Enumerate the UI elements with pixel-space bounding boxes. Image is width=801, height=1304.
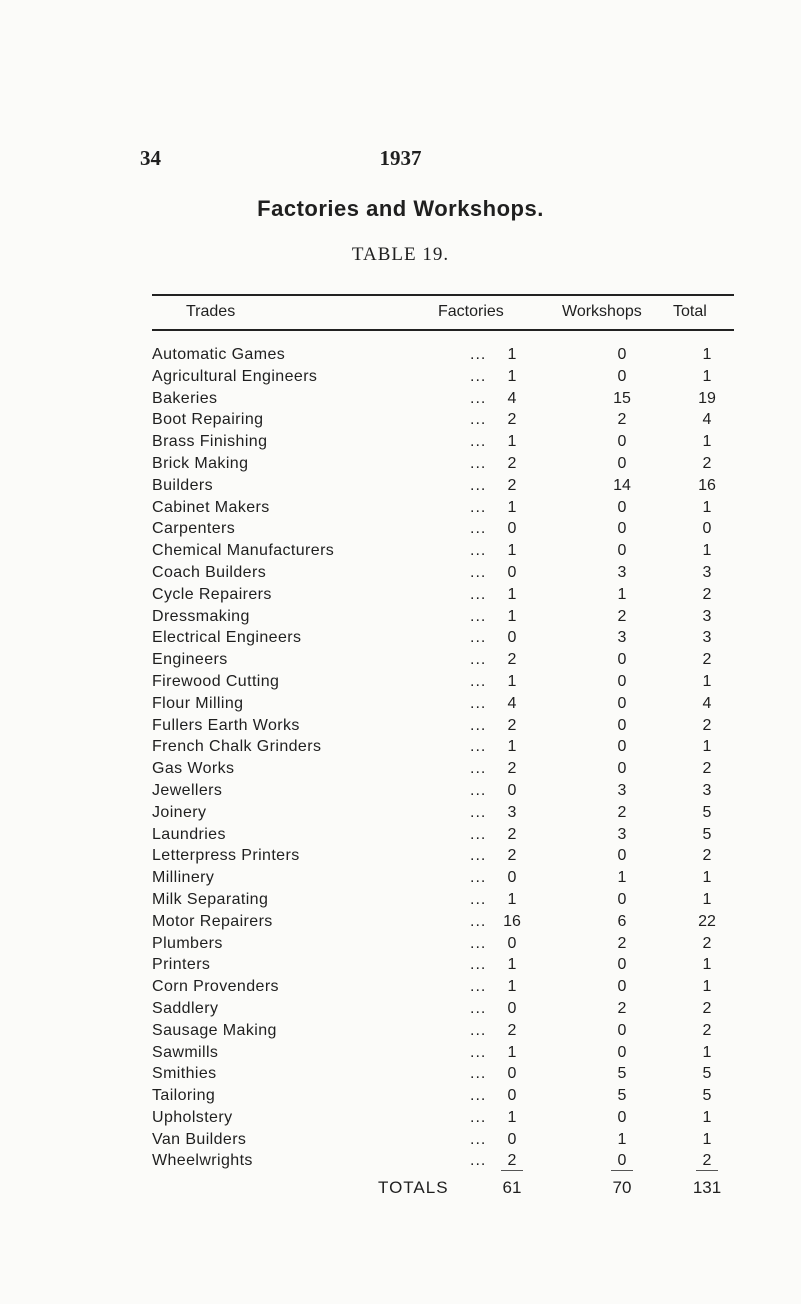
column-header-factories: Factories (438, 303, 504, 320)
leader-dots: ... (470, 1021, 487, 1039)
trade-cell: Brass Finishing (152, 433, 268, 451)
table-row (0, 431, 801, 453)
table-row (0, 976, 801, 998)
leader-dots: ... (470, 411, 487, 429)
workshops-cell: 0 (617, 847, 627, 865)
leader-dots: ... (470, 563, 487, 581)
factories-cell: 2 (507, 1021, 517, 1039)
factories-cell: 1 (507, 433, 517, 451)
total-cell: 1 (702, 978, 712, 996)
total-cell: 5 (702, 1087, 712, 1105)
leader-dots: ... (470, 978, 487, 996)
total-cell: 1 (702, 738, 712, 756)
table-row (0, 954, 801, 976)
trade-cell: Tailoring (152, 1087, 216, 1105)
workshops-cell: 0 (617, 1152, 627, 1170)
total-cell: 5 (702, 825, 712, 843)
total-cell: 2 (702, 760, 712, 778)
workshops-cell: 0 (617, 498, 627, 516)
table-row (0, 824, 801, 846)
total-cell: 1 (702, 1108, 712, 1126)
document-title: Factories and Workshops. (257, 196, 544, 221)
leader-dots: ... (470, 869, 487, 887)
trade-cell: Letterpress Printers (152, 847, 300, 865)
total-cell: 16 (698, 476, 716, 494)
total-cell: 2 (702, 716, 712, 734)
total-cell: 5 (702, 1065, 712, 1083)
total-cell: 2 (702, 454, 712, 472)
factories-cell: 1 (507, 978, 517, 996)
workshops-cell: 6 (617, 912, 627, 930)
table-row (0, 780, 801, 802)
table-row (0, 933, 801, 955)
workshops-cell: 2 (617, 411, 627, 429)
trade-cell: Chemical Manufacturers (152, 542, 335, 560)
totals-row (0, 1178, 801, 1202)
factories-cell: 2 (507, 825, 517, 843)
total-cell: 2 (702, 847, 712, 865)
table-top-rule (152, 294, 734, 296)
leader-dots: ... (470, 672, 487, 690)
totals-total: 131 (692, 1178, 722, 1197)
workshops-cell: 2 (617, 607, 627, 625)
leader-dots: ... (470, 346, 487, 363)
factories-cell: 1 (507, 346, 517, 363)
trade-cell: Van Builders (152, 1130, 247, 1148)
trade-cell: Carpenters (152, 520, 236, 538)
total-cell: 1 (702, 890, 712, 908)
workshops-cell: 0 (617, 520, 627, 538)
table-row (0, 998, 801, 1020)
workshops-cell: 0 (617, 760, 627, 778)
total-cell: 2 (702, 999, 712, 1017)
workshops-cell: 0 (617, 542, 627, 560)
leader-dots: ... (470, 629, 487, 647)
factories-cell: 0 (507, 563, 517, 581)
factories-cell: 1 (507, 367, 517, 385)
workshops-cell: 2 (617, 999, 627, 1017)
trade-cell: Smithies (152, 1065, 217, 1083)
table-row (0, 366, 801, 388)
leader-dots: ... (470, 542, 487, 560)
table-row (0, 1085, 801, 1107)
factories-cell: 1 (507, 956, 517, 974)
leader-dots: ... (470, 912, 487, 930)
leader-dots: ... (470, 454, 487, 472)
table-row (0, 409, 801, 431)
trade-cell: Coach Builders (152, 563, 267, 581)
totals-factories: 61 (502, 1178, 522, 1197)
workshops-cell: 0 (617, 433, 627, 451)
table-row (0, 453, 801, 475)
factories-cell: 2 (507, 760, 517, 778)
workshops-cell: 1 (617, 1130, 627, 1148)
leader-dots: ... (470, 1065, 487, 1083)
workshops-cell: 0 (617, 694, 627, 712)
leader-dots: ... (470, 389, 487, 407)
page-year: 1937 (379, 146, 422, 170)
factories-cell: 3 (507, 803, 517, 821)
trade-cell: Wheelwrights (152, 1152, 253, 1170)
leader-dots: ... (470, 1152, 487, 1170)
factories-cell: 0 (507, 629, 517, 647)
workshops-cell: 0 (617, 716, 627, 734)
workshops-cell: 15 (613, 389, 631, 407)
factories-cell: 2 (507, 411, 517, 429)
trade-cell: Sawmills (152, 1043, 219, 1061)
trade-cell: Laundries (152, 825, 226, 843)
factories-cell: 0 (507, 869, 517, 887)
workshops-cell: 3 (617, 563, 627, 581)
total-cell: 3 (702, 563, 712, 581)
trade-cell: Automatic Games (152, 346, 286, 363)
table-row (0, 388, 801, 410)
factories-cell: 16 (503, 912, 521, 930)
factories-cell: 1 (507, 542, 517, 560)
workshops-cell: 3 (617, 629, 627, 647)
total-cell: 3 (702, 629, 712, 647)
table-row (0, 540, 801, 562)
leader-dots: ... (470, 498, 487, 516)
workshops-cell: 5 (617, 1065, 627, 1083)
workshops-cell: 0 (617, 956, 627, 974)
table-row (0, 627, 801, 649)
trade-cell: Milk Separating (152, 890, 269, 908)
leader-dots: ... (470, 803, 487, 821)
workshops-cell: 2 (617, 803, 627, 821)
table-row (0, 911, 801, 933)
total-cell: 2 (702, 651, 712, 669)
leader-dots: ... (470, 847, 487, 865)
trade-cell: Jewellers (152, 781, 223, 799)
trade-cell: Plumbers (152, 934, 223, 952)
table-row (0, 889, 801, 911)
table-row (0, 1020, 801, 1042)
total-cell: 1 (702, 542, 712, 560)
factories-cell: 1 (507, 738, 517, 756)
factories-cell: 4 (507, 694, 517, 712)
workshops-cell: 14 (613, 476, 631, 494)
leader-dots: ... (470, 367, 487, 385)
factories-cell: 1 (507, 890, 517, 908)
workshops-cell: 0 (617, 890, 627, 908)
workshops-cell: 0 (617, 978, 627, 996)
leader-dots: ... (470, 476, 487, 494)
leader-dots: ... (470, 651, 487, 669)
sum-rule-factories (501, 1170, 523, 1171)
leader-dots: ... (470, 694, 487, 712)
trade-cell: Firewood Cutting (152, 672, 280, 690)
total-cell: 3 (702, 781, 712, 799)
trade-cell: Corn Provenders (152, 978, 279, 996)
leader-dots: ... (470, 433, 487, 451)
page-number: 34 (140, 146, 161, 170)
leader-dots: ... (470, 607, 487, 625)
column-header-trades: Trades (186, 303, 236, 320)
workshops-cell: 0 (617, 1108, 627, 1126)
leader-dots: ... (470, 934, 487, 952)
workshops-cell: 0 (617, 346, 627, 363)
trade-cell: Builders (152, 476, 214, 494)
table-row (0, 1129, 801, 1151)
factories-cell: 0 (507, 999, 517, 1017)
table-row (0, 344, 801, 366)
leader-dots: ... (470, 1130, 487, 1148)
trade-cell: Electrical Engineers (152, 629, 302, 647)
trade-cell: Engineers (152, 651, 228, 669)
table-body (0, 344, 801, 1172)
total-cell: 2 (702, 1152, 712, 1170)
trade-cell: Agricultural Engineers (152, 367, 318, 385)
trade-cell: Upholstery (152, 1108, 233, 1126)
total-cell: 2 (702, 585, 712, 603)
factories-cell: 2 (507, 1152, 517, 1170)
leader-dots: ... (470, 760, 487, 778)
factories-cell: 0 (507, 934, 517, 952)
factories-cell: 0 (507, 520, 517, 538)
trade-cell: Sausage Making (152, 1021, 277, 1039)
total-cell: 19 (698, 389, 716, 407)
table-row (0, 1150, 801, 1172)
trade-cell: French Chalk Grinders (152, 738, 322, 756)
workshops-cell: 0 (617, 1043, 627, 1061)
workshops-cell: 5 (617, 1087, 627, 1105)
table-header-rule (152, 329, 734, 331)
leader-dots: ... (470, 1087, 487, 1105)
factories-cell: 0 (507, 1130, 517, 1148)
trade-cell: Dressmaking (152, 607, 250, 625)
factories-cell: 2 (507, 476, 517, 494)
factories-cell: 0 (507, 1065, 517, 1083)
trade-cell: Joinery (152, 803, 207, 821)
workshops-cell: 3 (617, 825, 627, 843)
workshops-cell: 0 (617, 738, 627, 756)
total-cell: 3 (702, 607, 712, 625)
trade-cell: Millinery (152, 869, 215, 887)
leader-dots: ... (470, 520, 487, 538)
trade-cell: Saddlery (152, 999, 219, 1017)
page-header (0, 146, 801, 176)
factories-cell: 1 (507, 585, 517, 603)
trade-cell: Bakeries (152, 389, 218, 407)
workshops-cell: 0 (617, 367, 627, 385)
factories-cell: 1 (507, 1043, 517, 1061)
leader-dots: ... (470, 585, 487, 603)
workshops-cell: 2 (617, 934, 627, 952)
total-cell: 1 (702, 956, 712, 974)
total-cell: 1 (702, 1043, 712, 1061)
total-cell: 1 (702, 433, 712, 451)
table-row (0, 715, 801, 737)
leader-dots: ... (470, 825, 487, 843)
trade-cell: Cabinet Makers (152, 498, 270, 516)
total-cell: 1 (702, 672, 712, 690)
total-cell: 22 (698, 912, 716, 930)
trade-cell: Printers (152, 956, 211, 974)
table-row (0, 693, 801, 715)
table-row (0, 1063, 801, 1085)
table-row (0, 606, 801, 628)
table-row (0, 802, 801, 824)
column-header-workshops: Workshops (562, 303, 642, 320)
workshops-cell: 0 (617, 1021, 627, 1039)
table-row (0, 736, 801, 758)
table-label: TABLE 19. (351, 244, 450, 265)
factories-cell: 2 (507, 651, 517, 669)
table-row (0, 1107, 801, 1129)
leader-dots: ... (470, 781, 487, 799)
leader-dots: ... (470, 1108, 487, 1126)
total-cell: 2 (702, 934, 712, 952)
factories-cell: 1 (507, 1108, 517, 1126)
trade-cell: Cycle Repairers (152, 585, 272, 603)
table-row (0, 475, 801, 497)
total-cell: 1 (702, 1130, 712, 1148)
totals-workshops: 70 (612, 1178, 632, 1197)
total-cell: 1 (702, 869, 712, 887)
table-header (0, 303, 801, 327)
table-row (0, 497, 801, 519)
total-cell: 2 (702, 1021, 712, 1039)
total-cell: 1 (702, 498, 712, 516)
table-row (0, 1042, 801, 1064)
workshops-cell: 0 (617, 454, 627, 472)
factories-cell: 0 (507, 781, 517, 799)
leader-dots: ... (470, 999, 487, 1017)
column-header-total: Total (673, 303, 707, 320)
total-cell: 0 (702, 520, 712, 538)
totals-label: TOTALS (378, 1178, 449, 1197)
sum-rules (0, 1170, 801, 1172)
workshops-cell: 3 (617, 781, 627, 799)
workshops-cell: 1 (617, 869, 627, 887)
workshops-cell: 0 (617, 672, 627, 690)
total-cell: 5 (702, 803, 712, 821)
factories-cell: 0 (507, 1087, 517, 1105)
trade-cell: Fullers Earth Works (152, 716, 300, 734)
table-row (0, 518, 801, 540)
table-row (0, 671, 801, 693)
table-row (0, 649, 801, 671)
leader-dots: ... (470, 1043, 487, 1061)
trade-cell: Motor Repairers (152, 912, 273, 930)
factories-cell: 1 (507, 607, 517, 625)
factories-cell: 2 (507, 716, 517, 734)
leader-dots: ... (470, 738, 487, 756)
workshops-cell: 0 (617, 651, 627, 669)
sum-rule-workshops (611, 1170, 633, 1171)
table-row (0, 867, 801, 889)
total-cell: 1 (702, 367, 712, 385)
leader-dots: ... (470, 956, 487, 974)
factories-cell: 2 (507, 847, 517, 865)
factories-cell: 1 (507, 498, 517, 516)
table-row (0, 584, 801, 606)
workshops-cell: 1 (617, 585, 627, 603)
table-row (0, 845, 801, 867)
leader-dots: ... (470, 890, 487, 908)
trade-cell: Boot Repairing (152, 411, 264, 429)
total-cell: 4 (702, 411, 712, 429)
sum-rule-total (696, 1170, 718, 1171)
factories-cell: 1 (507, 672, 517, 690)
trade-cell: Gas Works (152, 760, 235, 778)
factories-cell: 2 (507, 454, 517, 472)
trade-cell: Flour Milling (152, 694, 244, 712)
table-row (0, 562, 801, 584)
trade-cell: Brick Making (152, 454, 249, 472)
table-row (0, 758, 801, 780)
factories-cell: 4 (507, 389, 517, 407)
leader-dots: ... (470, 716, 487, 734)
total-cell: 4 (702, 694, 712, 712)
total-cell: 1 (702, 346, 712, 363)
